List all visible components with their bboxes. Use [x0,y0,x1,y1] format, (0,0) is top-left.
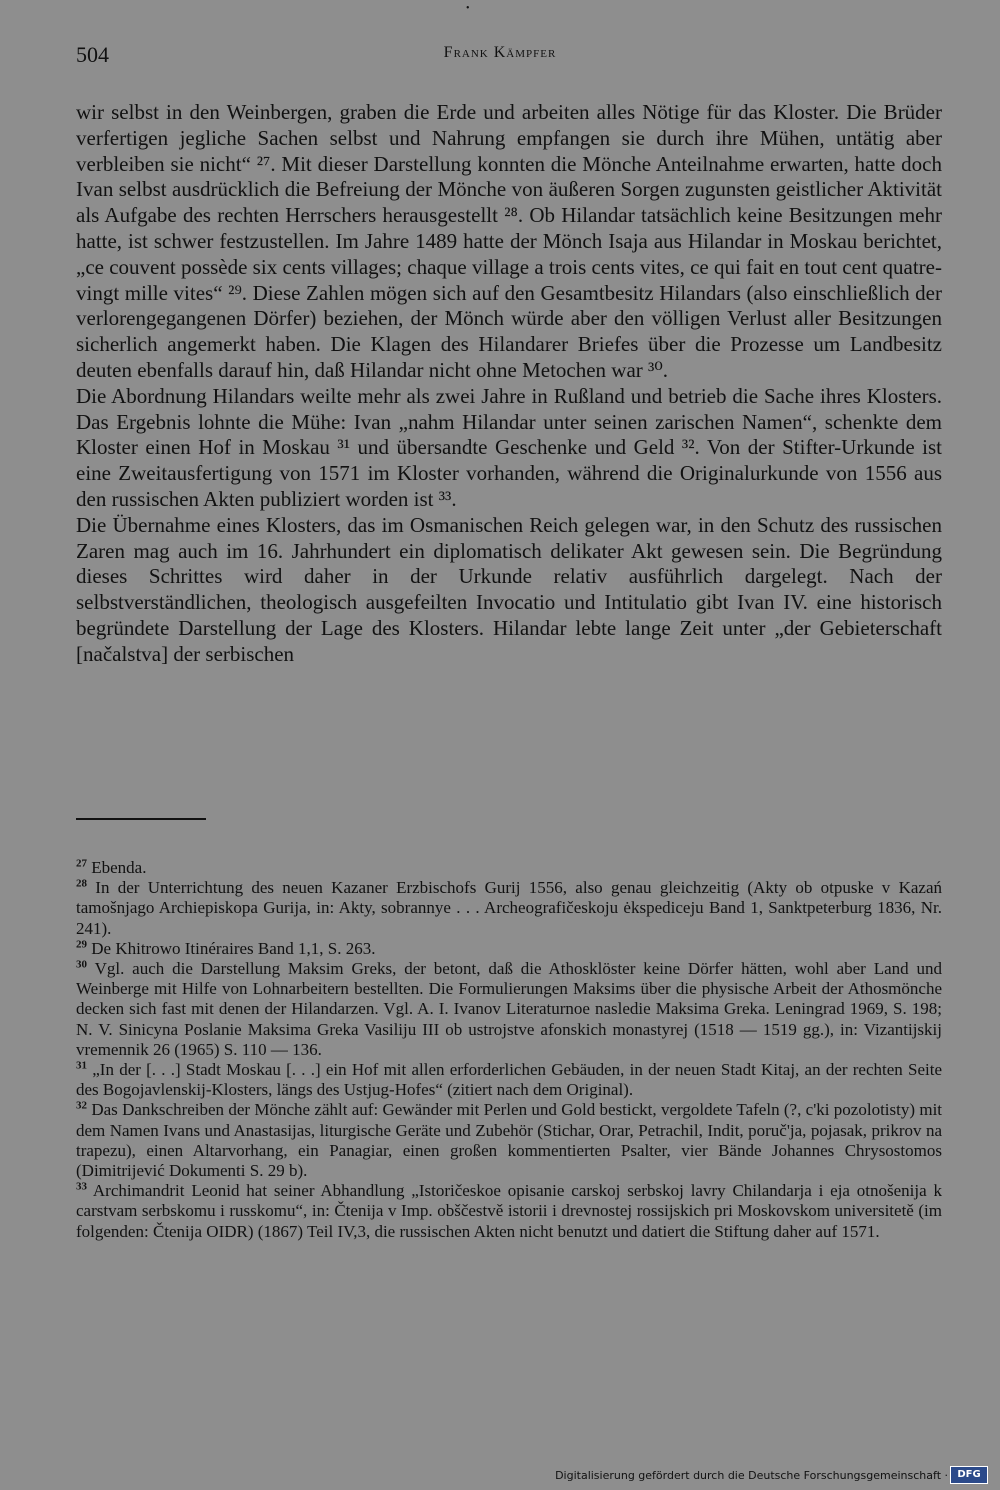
footnote-text: In der Unterrichtung des neuen Kazaner Erzbischofs Gurij 1556, also genau gleichzeitig (Akty ob otpuske v Kazań tamošnjago Archiepiskopa Gurija, in: Akty, sobrannye . . . Archeografičeskoju ėkspediceju Band 1, Sanktpeterburg 1836, Nr. 241). [76,878,942,938]
footnote-number: 33 [76,1180,87,1193]
running-head: Frank Kämpfer [443,44,557,61]
footnote [76,939,942,959]
footnote-number: 31 [76,1059,87,1072]
dfg-logo: DFG [950,1466,988,1484]
body-paragraph: Die Abordnung Hilandars weilte mehr als zwei Jahre in Rußland und betrieb die Sache ihres Klosters. Das Ergebnis lohnte die Mühe: Ivan „nahm Hilandar unter seinen zarischen Namen“, schenkte dem Kloster einen Hof in Moskau ³¹ und übersandte Geschenke und Geld ³². Von der Stifter-Urkunde ist eine Zweitausfertigung von 1571 im Kloster vorhanden, während die Originalurkunde von 1556 aus den russischen Akten publiziert worden ist ³³. [76,383,942,511]
footnote [76,959,942,1060]
footnote-text: „In der [. . .] Stadt Moskau [. . .] ein Hof mit allen erforderlichen Gebäuden, in der neuen Stadt Kitaj, an der rechten Seite des Bogojavlenskij-Klosters, längs des Ustjug-Hofes“ (zitiert nach dem Original). [76,1060,943,1100]
footnote [76,1181,942,1242]
footnote-text: Vgl. auch die Darstellung Maksim Greks, der betont, daß die Athosklöster keine Dörfer hätten, wohl aber Land und Weinberge mit Hilfe von Lohnarbeitern bestellten. Die Formulierungen Maksims über die physische Arbeit der Athosmönche decken sich fast mit denen der Hilandarzen. Vgl. A. I. Ivanov Literaturnoe nasledie Maksima Greka. Leningrad 1969, S. 198; N. V. Sinicyna Poslanie Maksima Greka Vasiliju III ob ustrojstve afonskich monastyrej (1518 — 1519 gg.), in: Vizantijskij vremennik 26 (1965) S. 110 — 136. [76,959,942,1059]
footnote [76,1060,942,1100]
footnote-number: 30 [76,958,87,971]
body-paragraph: wir selbst in den Weinbergen, graben die Erde und arbeiten alles Nötige für das Kloster. Die Brüder verfertigen jegliche Sachen selbst und Nahrung empfangen sie durch ihre Mühen, untätig aber verbleiben sie nicht“ ²⁷. Mit dieser Darstellung konnten die Mönche Anteilnahme erwarten, hatte doch Ivan selbst ausdrücklich die Befreiung der Mönche von äußeren Sorgen zugunsten geistlicher Aktivität als Aufgabe des rechten Herrschers herausgestellt ²⁸. Ob Hilandar tatsächlich keine Besitzungen mehr hatte, ist schwer festzustellen. Im Jahre 1489 hatte der Mönch Isaja aus Hilandar in Moskau berichtet, „ce couvent possède six cents villages; chaque village a trois cents vites, ce qui fait en tout cent quatre-vingt mille vites“ ²⁹. Diese Zahlen mögen sich auf den Gesamtbesitz Hilandars (also einschließlich der verlorengegangenen Dörfer) beziehen, der Mönch würde aber den völligen Verlust aller Besitzungen sicherlich angemerkt haben. Die Klagen des Hilandarer Briefes über die Prozesse um Landbesitz deuten ebenfalls darauf hin, daß Hilandar nicht ohne Metochen war ³⁰. [76,100,942,382]
footnote-text: Archimandrit Leonid hat seiner Abhandlung „Istoričeskoe opisanie carskoj serbskoj lavry Chilandarja i eja otnošenija k carstvam serbskomu i russkomu“, in: Čtenija v Imp. obščestvě istorii i drevnostej rossijskich pri Moskovskom universitetě (im folgenden: Čtenija OIDR) (1867) Teil IV,3, die russischen Akten nicht benutzt und datiert die Stiftung daher auf 1571. [76,1181,943,1241]
footnote-number: 28 [76,877,87,890]
footnote [76,858,942,878]
footnote-text: Ebenda. [91,858,147,877]
footnote [76,1100,942,1181]
footnotes [76,858,942,1242]
main-text [76,100,942,668]
footnote-number: 32 [76,1099,87,1112]
page-number: 504 [76,42,109,67]
digitization-credit: Digitalisierung gefördert durch die Deutsche Forschungsgemeinschaft · [555,1469,948,1482]
body-paragraph: Die Übernahme eines Klosters, das im Osmanischen Reich gelegen war, in den Schutz des russischen Zaren mag auch im 16. Jahrhundert ein diplomatisch delikater Akt gewesen sein. Die Begründung dieses Schrittes wird daher in der Urkunde relativ ausführlich dargelegt. Nach der selbstverständlichen, theologisch ausgefeilten Invocatio und Intitulatio gibt Ivan IV. eine historisch begründete Darstellung der Lage des Klosters. Hilandar lebte lange Zeit unter „der Gebieterschaft [načalstva] der serbischen [76,512,942,666]
footnote-number: 27 [76,857,87,870]
footnote-text: Das Dankschreiben der Mönche zählt auf: Gewänder mit Perlen und Gold bestickt, vergoldete Tafeln (?, c'ki pozolotisty) mit dem Namen Ivans und Anastasijas, liturgische Geräte und Zubehör (Stichar, Orar, Petrachil, Indit, poruč'ja, pojasak, prikrov na trapezu), einen Altarvorhang, ein Panagiar, einen großen kommentierten Psalter, vier Bände Johannes Chrysostomos (Dimitrijević Dokumenti S. 29 b). [76,1100,943,1181]
footnote [76,878,942,939]
scan-mark: • [466,3,470,14]
footnote-separator [76,818,206,820]
footnote-text: De Khitrowo Itinéraires Band 1,1, S. 263. [91,938,376,958]
footnote-number: 29 [76,938,87,951]
